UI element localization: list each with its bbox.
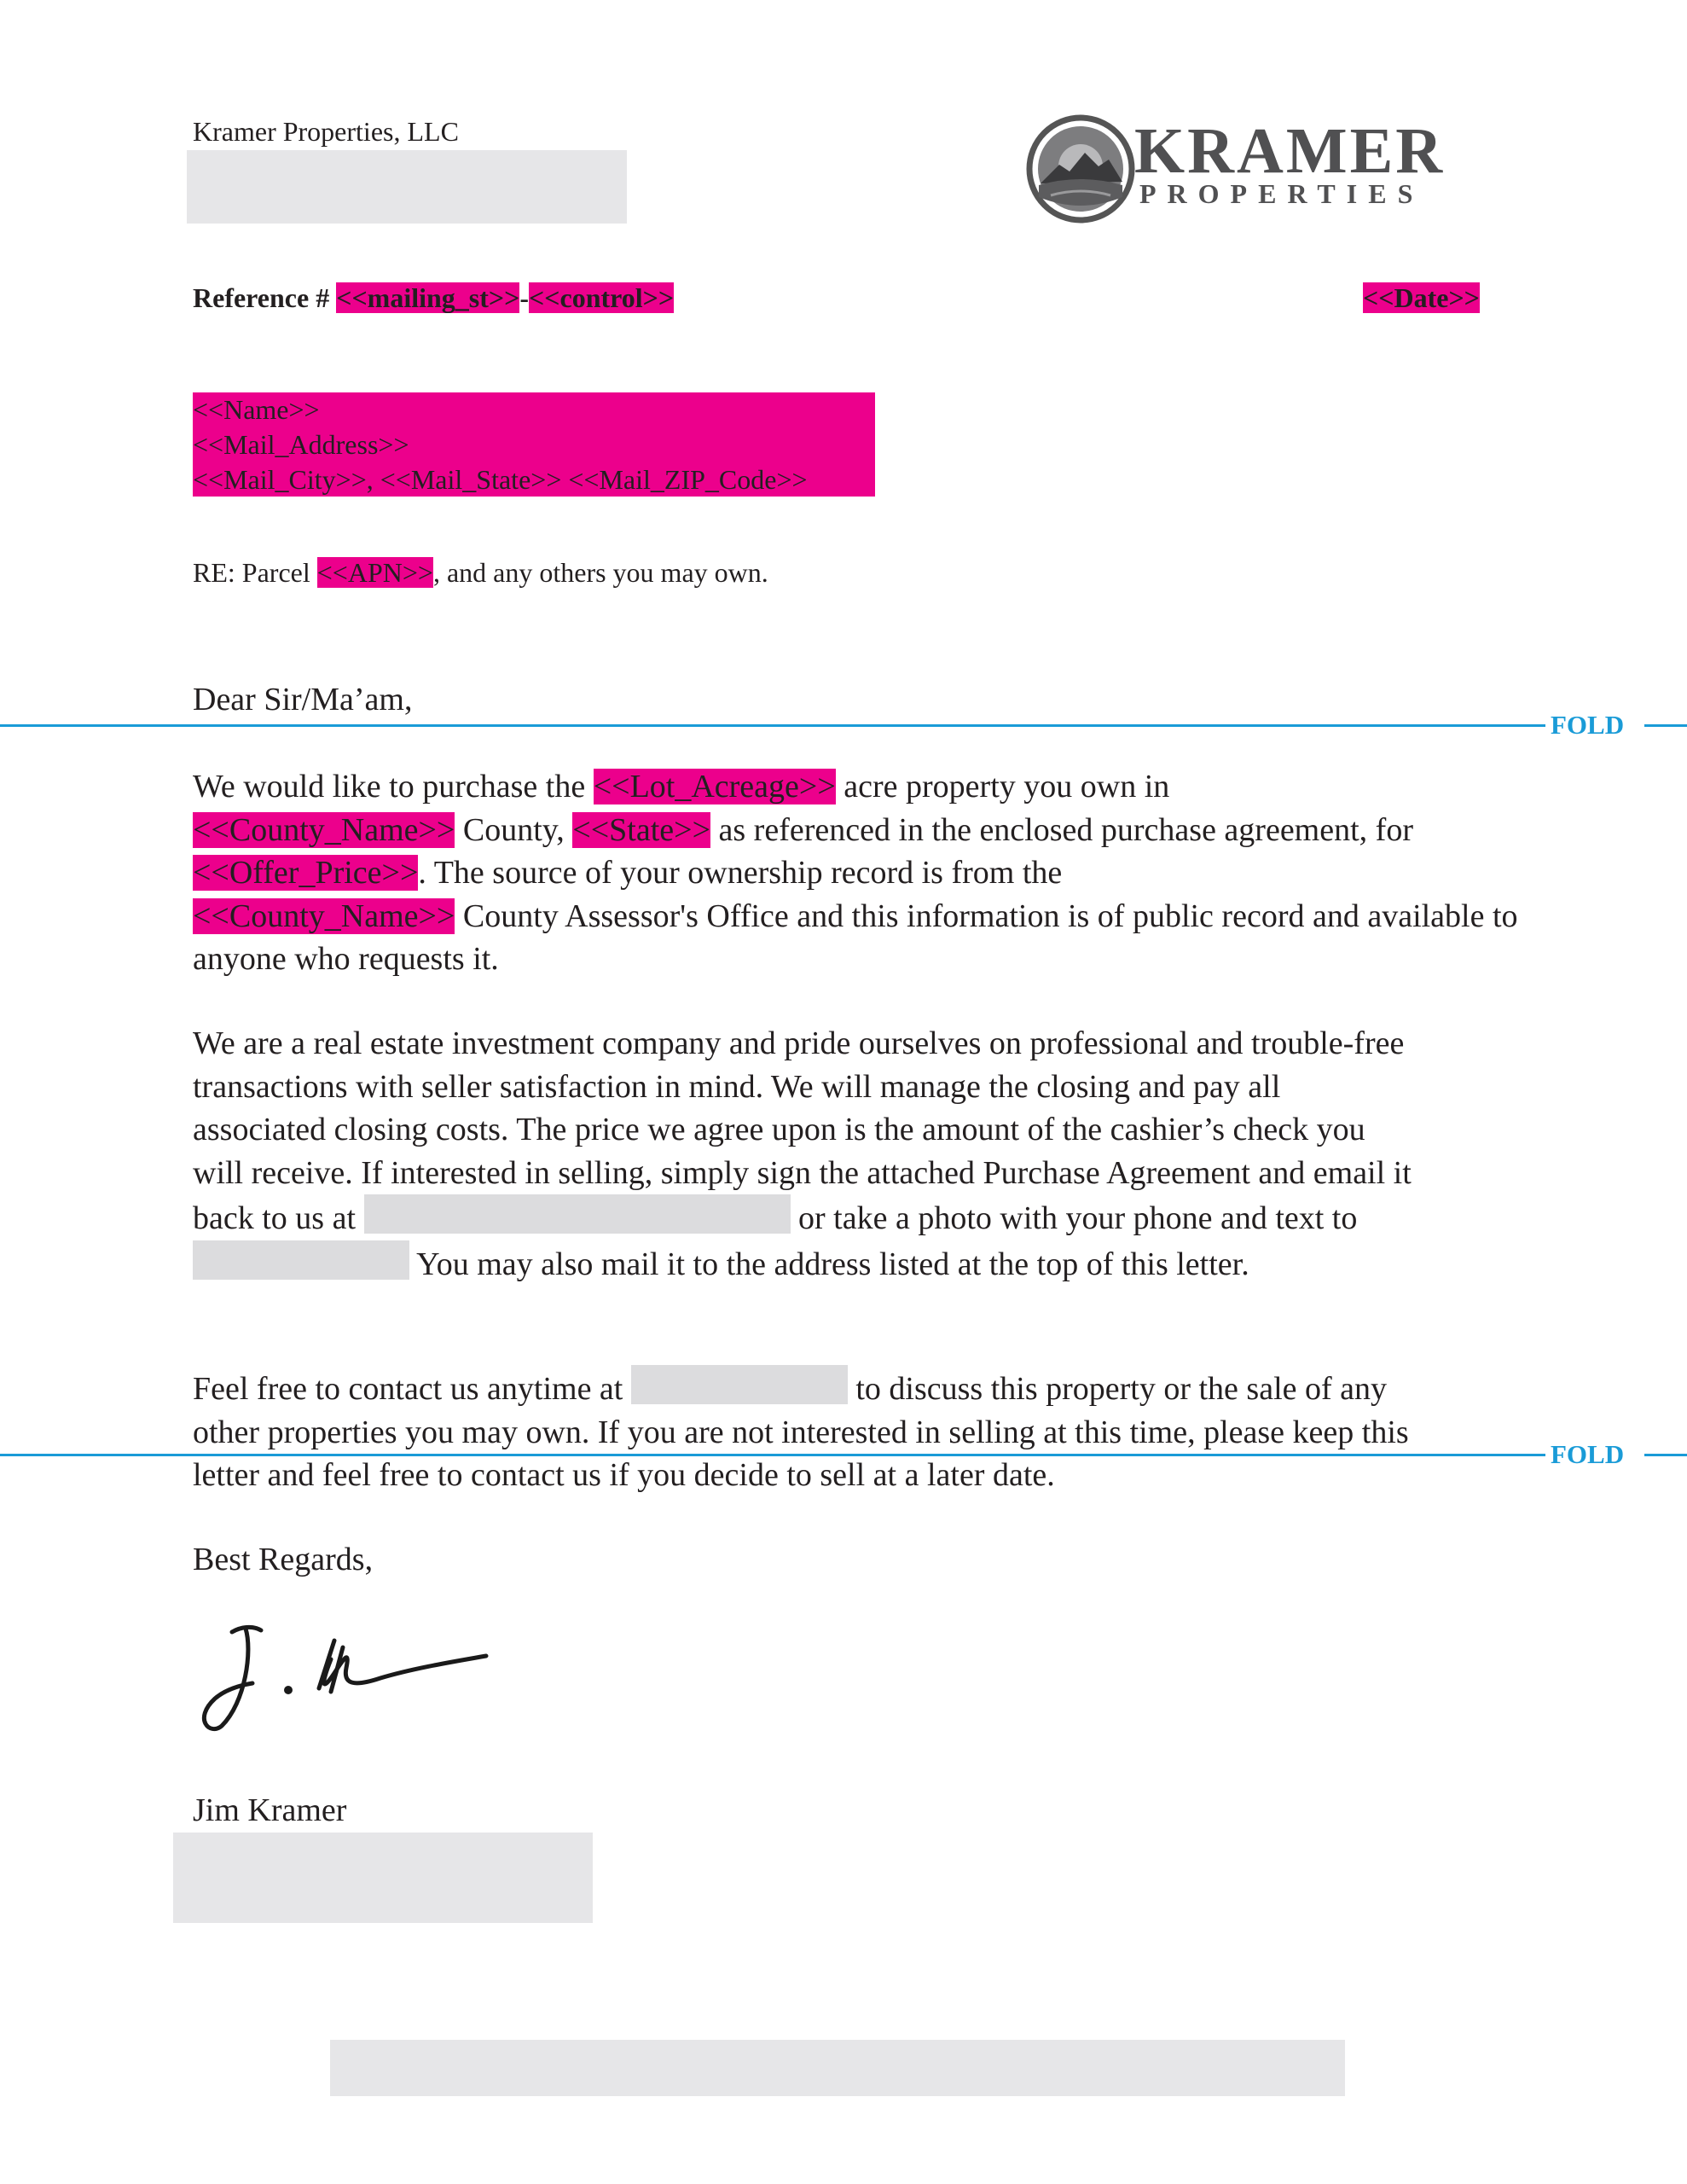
- signer-title-redaction: [173, 1833, 593, 1923]
- fold-line-1: [0, 724, 1545, 727]
- para1-text-3: County,: [455, 811, 573, 848]
- apn-placeholder: <<APN>>: [316, 557, 433, 588]
- lot-acreage-placeholder: <<Lot_Acreage>>: [593, 769, 836, 804]
- para3-text-2: to discuss this property or the sale of any other properties you may own. If you are not interested in selling at this time, please keep this letter and feel free to contact us if you decide to sell at a later date.: [193, 1371, 1409, 1493]
- date-line: [1363, 282, 1480, 314]
- recipient-name: <<Name>>: [193, 394, 320, 425]
- reference-line: [193, 282, 674, 314]
- county-name-placeholder-2: <<County_Name>>: [193, 897, 455, 934]
- closing: Best Regards,: [193, 1542, 374, 1577]
- fold-line-2: [0, 1454, 1545, 1456]
- phone-redaction: [193, 1240, 409, 1280]
- reference-dash: -: [519, 282, 530, 313]
- recipient-block: [193, 392, 875, 497]
- contact-phone-redaction: [631, 1365, 848, 1404]
- control-placeholder: <<control>>: [529, 282, 675, 313]
- re-prefix: RE: Parcel: [193, 557, 317, 588]
- re-line: [193, 556, 768, 589]
- para1-text-1: We would like to purchase the: [193, 769, 594, 804]
- paragraph-contact: [193, 1365, 1412, 1497]
- paragraph-company: [193, 1022, 1412, 1286]
- signature-icon: [193, 1617, 500, 1736]
- signer-name: Jim Kramer: [193, 1792, 347, 1828]
- date-placeholder: <<Date>>: [1363, 282, 1480, 313]
- state-placeholder: <<State>>: [572, 811, 711, 848]
- para1-text-5: . The source of your ownership record is from the: [418, 855, 1063, 891]
- fold-label-1: FOLD: [1551, 710, 1625, 740]
- county-name-placeholder: <<County_Name>>: [193, 811, 455, 848]
- mountain-emblem-icon: [1025, 113, 1136, 224]
- logo-tagline: PROPERTIES: [1139, 178, 1424, 209]
- para2-text-3: You may also mail it to the address listed at the top of this letter.: [409, 1246, 1249, 1282]
- paragraph-offer: [193, 765, 1523, 981]
- sender-address-redaction: [187, 150, 627, 224]
- reference-label: Reference #: [193, 282, 337, 313]
- recipient-address: <<Mail_Address>>: [193, 429, 409, 460]
- para2-text-1: We are a real estate investment company and pride ourselves on professional and trouble-free transactions with seller satisfaction in mind. We will manage the closing and pay all associated closing costs. The price we agree upon is the amount of the cashier’s check you will receive. If interested in selling, simply sign the attached Purchase Agreement and email it back to us at: [193, 1025, 1412, 1236]
- para1-text-6: County Assessor's Office and this information is of public record and available to anyone who requests it.: [193, 897, 1518, 977]
- fold-label-2: FOLD: [1551, 1439, 1625, 1469]
- re-suffix: , and any others you may own.: [432, 557, 768, 588]
- fold-tail-1: [1644, 724, 1687, 727]
- fold-tail-2: [1644, 1454, 1687, 1456]
- mailing-st-placeholder: <<mailing_st>>: [336, 282, 520, 313]
- footer-redaction: [330, 2040, 1345, 2096]
- kramer-logo: [1025, 113, 1486, 224]
- para1-text-4: as referenced in the enclosed purchase agreement, for: [710, 811, 1413, 848]
- salutation: Dear Sir/Ma’am,: [193, 682, 413, 717]
- email-redaction: [364, 1194, 791, 1234]
- para2-text-2: or take a photo with your phone and text to: [790, 1200, 1358, 1236]
- sender-company: Kramer Properties, LLC: [193, 116, 459, 147]
- logo-name: KRAMER: [1134, 115, 1446, 187]
- para1-text-2: acre property you own in: [835, 769, 1170, 804]
- offer-price-placeholder: <<Offer_Price>>: [193, 855, 419, 891]
- recipient-city-line: <<Mail_City>>, <<Mail_State>> <<Mail_ZIP_Code>>: [193, 464, 808, 495]
- para3-text-1: Feel free to contact us anytime at: [193, 1371, 631, 1407]
